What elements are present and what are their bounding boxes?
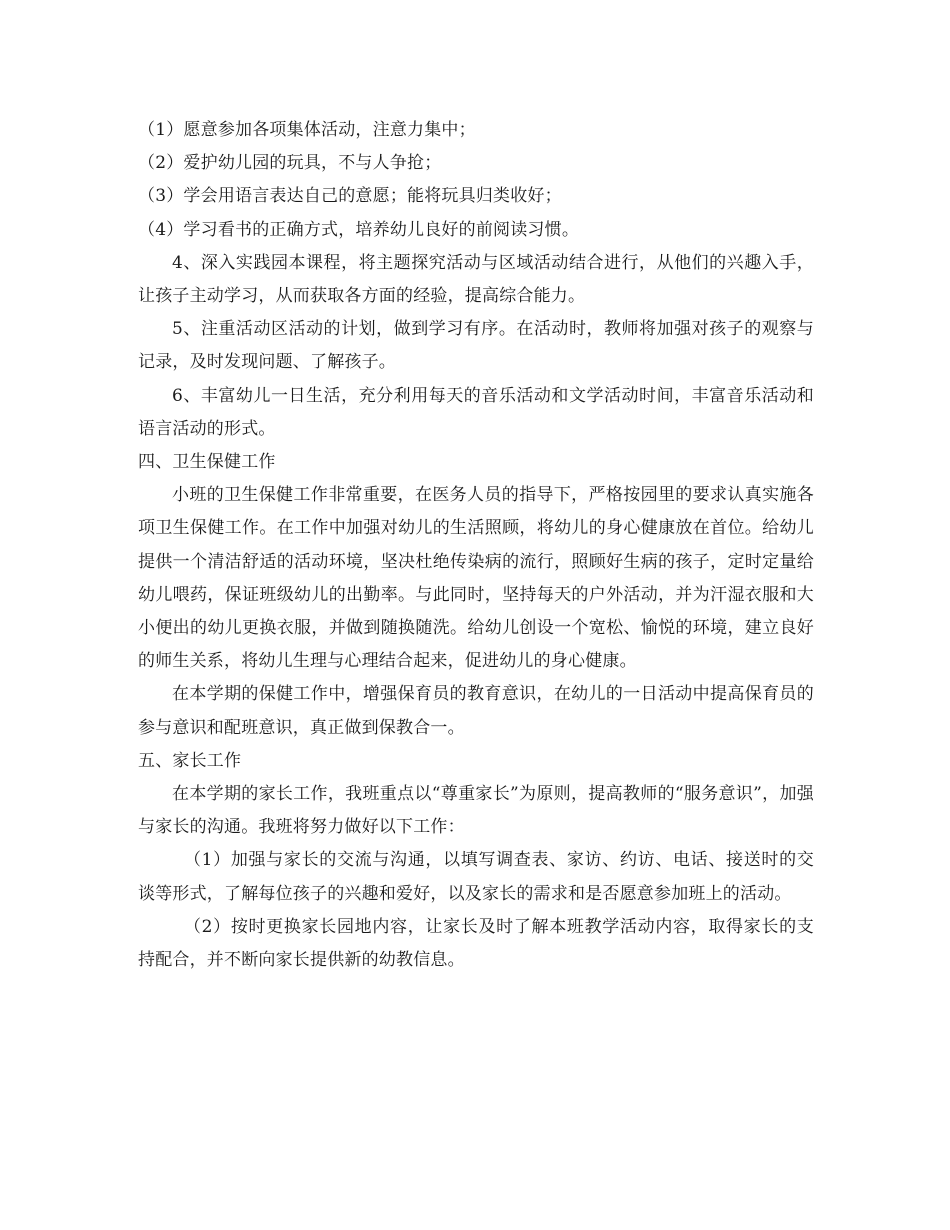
document-body <box>138 114 814 977</box>
paragraph-parents-intro: 在本学期的家长工作，我班重点以“尊重家长”为原则，提高教师的“服务意识”，加强与家长的沟通。我班将努力做好以下工作： <box>138 784 814 838</box>
goal-item-4: （4）学习看书的正确方式，培养幼儿良好的前阅读习惯。 <box>138 219 580 240</box>
goal-item-3: （3）学会用语言表达自己的意愿；能将玩具归类收好； <box>138 186 562 207</box>
paragraph-health-care: 小班的卫生保健工作非常重要，在医务人员的指导下，严格按园里的要求认真实施各项卫生保健工作。在工作中加强对幼儿的生活照顾，将幼儿的身心健康放在首位。给幼儿提供一个清洁舒适的活动环境，坚决杜绝传染病的流行，照顾好生病的孩子，定时定量给幼儿喂药，保证班级幼儿的出勤率。与此同时，坚持每天的户外活动，并为汗湿衣服和大小便出的幼儿更换衣服，并做到随换随洗。给幼儿创设一个宽松、愉悦的环境，建立良好的师生关系，将幼儿生理与心理结合起来，促进幼儿的身心健康。 <box>138 485 814 672</box>
paragraph-health-staff: 在本学期的保健工作中，增强保育员的教育意识，在幼儿的一日活动中提高保育员的参与意识和配班意识，真正做到保教合一。 <box>138 684 814 738</box>
goal-item-1: （1）愿意参加各项集体活动，注意力集中； <box>138 120 476 140</box>
paragraph-5: 5、注重活动区活动的计划，做到学习有序。在活动时，教师将加强对孩子的观察与记录，及时发现问题、了解孩子。 <box>138 319 814 373</box>
paragraph-6: 6、丰富幼儿一日生活，充分利用每天的音乐活动和文学活动时间，丰富音乐活动和语言活动的形式。 <box>138 385 814 439</box>
parent-item-1: （1）加强与家长的交流与沟通，以填写调查表、家访、约访、电话、接送时的交谈等形式，了解每位孩子的兴趣和爱好，以及家长的需求和是否愿意参加班上的活动。 <box>138 850 814 904</box>
section-heading-parents: 五、家长工作 <box>138 750 242 771</box>
parent-item-2: （2）按时更换家长园地内容，让家长及时了解本班教学活动内容，取得家长的支持配合，并不断向家长提供新的幼教信息。 <box>138 916 814 971</box>
goal-item-2: （2）爱护幼儿园的玩具，不与人争抢； <box>138 153 442 174</box>
section-heading-health: 四、卫生保健工作 <box>138 452 276 473</box>
paragraph-4: 4、深入实践园本课程，将主题探究活动与区域活动结合进行，从他们的兴趣入手，让孩子主动学习，从而获取各方面的经验，提高综合能力。 <box>138 252 814 307</box>
